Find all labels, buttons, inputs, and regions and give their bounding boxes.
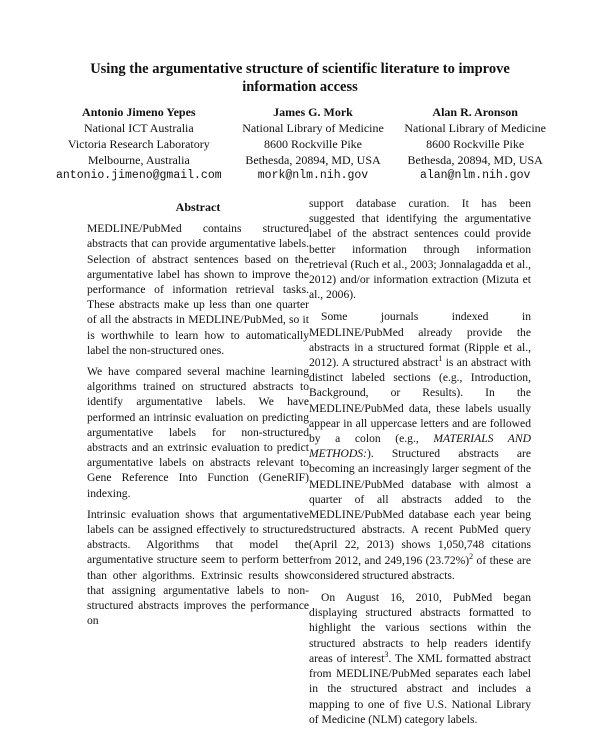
author-email: mork@nlm.nih.gov bbox=[257, 169, 369, 182]
abstract-heading: Abstract bbox=[175, 200, 221, 214]
author-address: Victoria Research Laboratory bbox=[67, 137, 210, 151]
author-2 bbox=[242, 104, 384, 184]
author-name: Alan R. Aronson bbox=[432, 105, 518, 119]
author-1 bbox=[56, 104, 222, 184]
author-name: Antonio Jimeno Yepes bbox=[82, 105, 196, 119]
author-name: James G. Mork bbox=[273, 105, 353, 119]
author-affiliation: National ICT Australia bbox=[83, 121, 194, 135]
abstract-paragraph: Intrinsic evaluation shows that argumentative labels can be assigned effectively to structured abstracts. Algorithms that model the argumentative structure seem to perform better than other algorithms. Extrinsic results show that assigning argumentative labels to non-structured abstracts improves the performance on bbox=[87, 507, 309, 628]
author-block bbox=[56, 104, 546, 184]
author-email: alan@nlm.nih.gov bbox=[419, 169, 531, 182]
footnote-marker: 3 bbox=[384, 650, 389, 660]
abstract-paragraph: We have compared several machine learning algorithms trained on structured abstracts to identify argumentative labels. We have performed an intrinsic evaluation on predicting argumentative labels for non-structured abstracts and an extrinsic evaluation to predict argumentative labels on abstracts relevant to Gene Reference Into Function (GeneRIF) indexing. bbox=[87, 365, 309, 500]
author-address: 8600 Rockville Pike bbox=[426, 137, 525, 151]
body-paragraph: support database curation. It has been suggested that identifying the argumentative label of the abstract sentences could provide better information through information retrieval (Ruch et al., 2003; Jonnalagadda et al., 2012) and/or information extraction (Mizuta et al., 2006). bbox=[309, 197, 531, 302]
abstract-paragraph: MEDLINE/PubMed contains structured abstracts that can provide argumentative labels. Selection of abstract sentences based on the argumentative label has shown to improve the performance of information retrieval tasks. These abstracts make up less than one quarter of all the abstracts in MEDLINE/PubMed, so it is worthwhile to learn how to automatically label the non-structured ones. bbox=[87, 222, 309, 357]
body-paragraph: On August 16, 2010, PubMed began displaying structured abstracts formatted to highlight the various sections within the structured abstracts to help readers identify areas of interest$^3$. The XML formatted abstract from MEDLINE/PubMed separates each label in the structured abstract and includes a mapping to one of five U.S. National Library of Medicine (NLM) category labels. bbox=[309, 591, 531, 726]
abstract-column bbox=[87, 196, 309, 634]
paper-title: Using the argumentative structure of scientific literature to improve information access bbox=[90, 61, 510, 95]
author-affiliation: National Library of Medicine bbox=[242, 121, 384, 135]
footnote-marker: 2 bbox=[469, 551, 474, 561]
footnote-marker: 1 bbox=[438, 354, 443, 364]
author-address: 8600 Rockville Pike bbox=[264, 137, 362, 151]
author-address: Bethesda, 20894, MD, USA bbox=[407, 153, 543, 167]
italic-label: MATERIALS AND METHODS: bbox=[309, 432, 531, 461]
author-address: Bethesda, 20894, MD, USA bbox=[245, 153, 381, 167]
intro-column bbox=[309, 196, 531, 734]
author-affiliation: National Library of Medicine bbox=[404, 121, 546, 135]
author-email: antonio.jimeno@gmail.com bbox=[56, 169, 222, 182]
body-paragraph: Some journals indexed in MEDLINE/PubMed already provide the abstracts in a structured format (Ripple et al., 2012). A structured abstract$^1$ is an abstract with distinct labeled sections (e.g., Introduction, Background, or Results). In the MEDLINE/PubMed data, these labels usually appear in all uppercase letters and are followed by a colon (e.g., MATERIALS AND METHODS:). Structured abstracts are becoming an increasingly larger segment of the MEDLINE/PubMed database with almost a quarter of all abstracts added to the MEDLINE/PubMed database each year being structured abstracts. A recent PubMed query (April 22, 2013) shows 1,050,748 citations from 2012, and 249,196 $(23.72\%)^2$ of these are considered structured abstracts. bbox=[309, 310, 531, 582]
author-3 bbox=[404, 104, 546, 184]
author-address: Melbourne, Australia bbox=[87, 153, 190, 167]
